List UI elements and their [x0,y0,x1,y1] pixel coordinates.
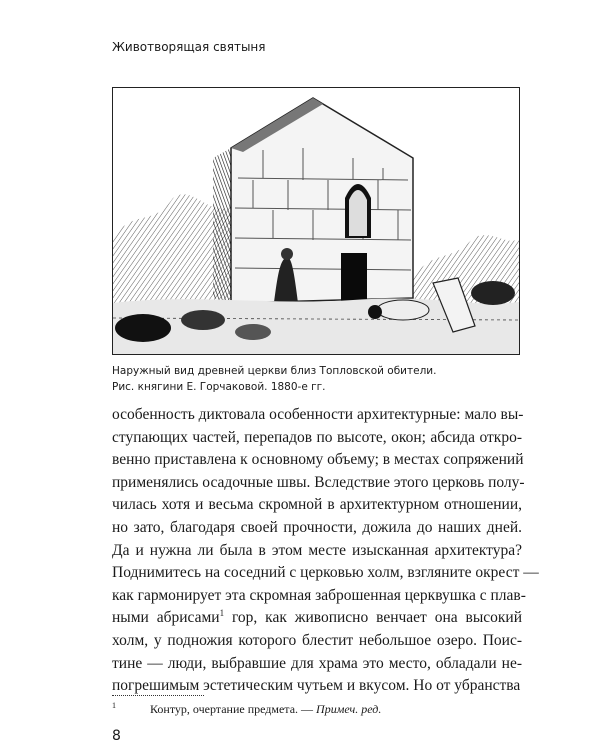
text-line: как гармонирует эта скромная заброшенная церквушка с плав- [112,586,526,604]
footnote-source: Примеч. ред. [316,702,382,716]
text-line: ступающих частей, перепадов по высоте, окон; абсида откро- [112,428,522,446]
text-line: холм, у подножия которого блестит небольшое озеро. Поис- [112,631,522,649]
text-fragment: гор, как живописно венчает она высокий [224,609,522,627]
footnote-text: Контур, очертание предмета. — [150,702,317,716]
text-line: погрешимым эстетическим чутьем и вкусом. Но от убранства [112,677,521,695]
text-line: Да и нужна ли была в этом месте изысканная архитектура? [112,541,522,559]
text-line: тине — люди, выбравшие для храма это место, обладали не- [112,654,522,672]
text-line: чилась хотя и весьма скромной в архитектурном отношении, [112,496,522,514]
church-drawing [113,88,519,354]
text-line: но зато, благодаря своей прочности, дожила до наших дней. [112,518,522,536]
running-head: Животворящая святыня [112,40,266,54]
footnote-separator [112,695,204,696]
footnote-mark: 1 [112,701,116,710]
page-number: 8 [112,728,121,744]
text-line-with-footnote [112,607,522,630]
footnote [112,698,518,717]
figure-caption [112,363,518,395]
text-line: венно приставлена к основному объему; в местах сопряжений [112,451,524,469]
caption-line: Наружный вид древней церкви близ Топловской обители. [112,365,437,377]
footnote-reference: 1 [219,608,225,619]
text-line: Поднимитесь на соседний с церковью холм, взгляните окрест — [112,564,539,582]
church-illustration [112,87,520,355]
text-line: применялись осадочные швы. Вследствие этого церковь полу- [112,473,525,491]
text-line: особенность диктовала особенности архитектурные: мало вы- [112,406,524,423]
caption-line: Рис. княгини Е. Горчаковой. 1880-е гг. [112,381,326,393]
body-text [112,404,539,698]
text-fragment: ными абрисами [112,609,220,627]
